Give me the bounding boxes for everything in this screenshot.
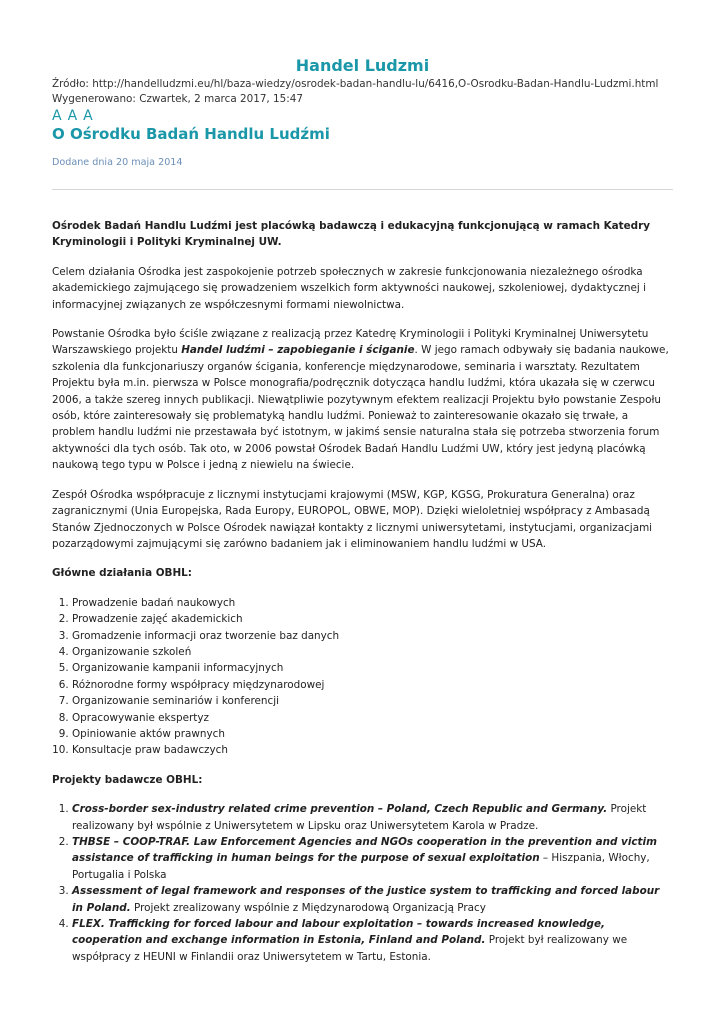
project-item <box>72 834 672 883</box>
font-size-small-button[interactable]: A <box>52 108 63 124</box>
list-item: 8. Opracowywanie ekspertyz <box>72 710 672 726</box>
font-size-medium-button[interactable]: A <box>67 108 79 124</box>
list-item: 10. Konsultacje praw badawczych <box>72 742 672 758</box>
list-item: 4. Organizowanie szkoleń <box>72 644 672 660</box>
list-item: 7. Organizowanie seminariów i konferencji <box>72 693 672 709</box>
article-date: Dodane dnia 20 maja 2014 <box>52 157 183 168</box>
font-size-large-button[interactable]: A <box>83 108 94 124</box>
project-item <box>72 801 672 834</box>
project-text: Projekt realizowany był wspólnie z Uniwersytetem w Lipsku oraz Uniwersytetem Karola w Pradze. <box>72 803 647 832</box>
lead-text: Ośrodek Badań Handlu Ludźmi jest placówką badawczą i edukacyjną funkcjonującą w ramach Katedry Kryminologii i Polityki Kryminalnej UW. <box>52 220 650 249</box>
site-title: Handel Ludzmi <box>295 56 430 75</box>
font-size-controls <box>52 108 99 124</box>
list-item: 9. Opiniowanie aktów prawnych <box>72 726 672 742</box>
projects-heading: Projekty badawcze OBHL: <box>52 773 203 786</box>
project-title: Cross-border sex-industry related crime prevention – Poland, Czech Republic and Germany. <box>72 803 608 816</box>
paragraph-history <box>52 326 672 474</box>
project-title: Assessment of legal framework and responses of the justice system to trafficking and forced labour in Poland. <box>72 885 660 914</box>
list-item: 1. Prowadzenie badań naukowych <box>72 595 672 611</box>
list-item: 2. Prowadzenie zajęć akademickich <box>72 611 672 627</box>
project-item <box>72 883 672 916</box>
project-item <box>72 916 672 965</box>
history-text-b: . W jego ramach odbywały się badania naukowe, szkolenia dla funkcjonariuszy organów ścigania, konferencje międzynarodowe, seminaria i warsztaty. Rezultatem Projektu była m.in. pierwsza w Polsce monografia/podręcznik dotycząca handlu ludźmi, która ukazała się w czerwcu 2006, a także szereg innych publikacji. Niewątpliwie pozytywnym efektem realizacji Projektu było powstanie Zespołu osób, które zainteresowały się problematyką handlu ludźmi. Ponieważ to zainteresowanie okazało się trwałe, a problem handlu ludźmi nie przestawała być istotnym, w jakimś sensie naturalna stała się potrzeba stworzenia forum aktywności dla tych osób. Tak oto, w 2006 powstał Ośrodek Badań Handlu Ludźmi UW, który jest jedyną placówką naukową tego typu w Polsce i jedną z niewielu na świecie. <box>52 344 669 472</box>
project-title: THBSE – COOP-TRAF. Law Enforcement Agencies and NGOs cooperation in the prevention and victim assistance of trafficking in human beings for the purpose of sexual exploitation <box>72 836 657 865</box>
project-text: Projekt był realizowany we współpracy z HEUNI w Finlandii oraz Uniwersytetem w Tartu, Estonia. <box>72 934 628 963</box>
list-item: 3. Gromadzenie informacji oraz tworzenie baz danych <box>72 628 672 644</box>
project-text: – Hiszpania, Włochy, Portugalia i Polska <box>72 852 650 881</box>
project-text: Projekt zrealizowany wspólnie z Międzynarodową Organizacją Pracy <box>130 901 486 914</box>
paragraph-cooperation: Zespół Ośrodka współpracuje z licznymi instytucjami krajowymi (MSW, KGP, KGSG, Prokuratura Generalna) oraz zagranicznymi (Unia Europejska, Rada Europy, EUROPOL, OBWE, MOP). Dzięki wieloletniej współpracy z Ambasadą Stanów Zjednoczonych w Polsce Ośrodek nawiązał kontakty z licznymi uniwersytetami, instytucjami, organizacjami pozarządowymi zajmującymi się zarówno badaniem jak i eliminowaniem handlu ludźmi w USA. <box>52 488 653 550</box>
divider <box>52 189 673 190</box>
list-item: 6. Różnorodne formy współpracy międzynarodowej <box>72 677 672 693</box>
history-text-a: Powstanie Ośrodka było ściśle związane z realizacją przez Katedrę Kryminologii i Polityki Kryminalnej Uniwersytetu Warszawskiego projektu <box>52 328 649 357</box>
projects-list <box>52 801 672 965</box>
activities-heading: Główne działania OBHL: <box>52 567 192 580</box>
generated-timestamp: Wygenerowano: Czwartek, 2 marca 2017, 15:47 <box>52 93 303 105</box>
project-title: FLEX. Trafficking for forced labour and labour exploitation – towards increased knowledge, cooperation and exchange information in Estonia, Finland and Poland. <box>72 918 605 947</box>
project-name: Handel ludźmi – zapobieganie i ściganie <box>181 344 415 357</box>
article-title: O Ośrodku Badań Handlu Ludźmi <box>52 125 330 143</box>
lead-paragraph <box>52 218 672 251</box>
list-item: 5. Organizowanie kampanii informacyjnych <box>72 660 672 676</box>
article-body <box>52 218 672 978</box>
source-url: Źródło: http://handelludzmi.eu/hl/baza-wiedzy/osrodek-badan-handlu-lu/6416,O-Osrodku-Badan-Handlu-Ludzmi.html <box>52 78 659 90</box>
paragraph-goal: Celem działania Ośrodka jest zaspokojenie potrzeb społecznych w zakresie funkcjonowania niezależnego ośrodka akademickiego zajmującego się prowadzeniem wszelkich form aktywności naukowej, szkoleniowej, dydaktycznej i informacyjnej związanych ze współczesnymi formami niewolnictwa. <box>52 265 646 311</box>
activities-list <box>52 595 672 759</box>
